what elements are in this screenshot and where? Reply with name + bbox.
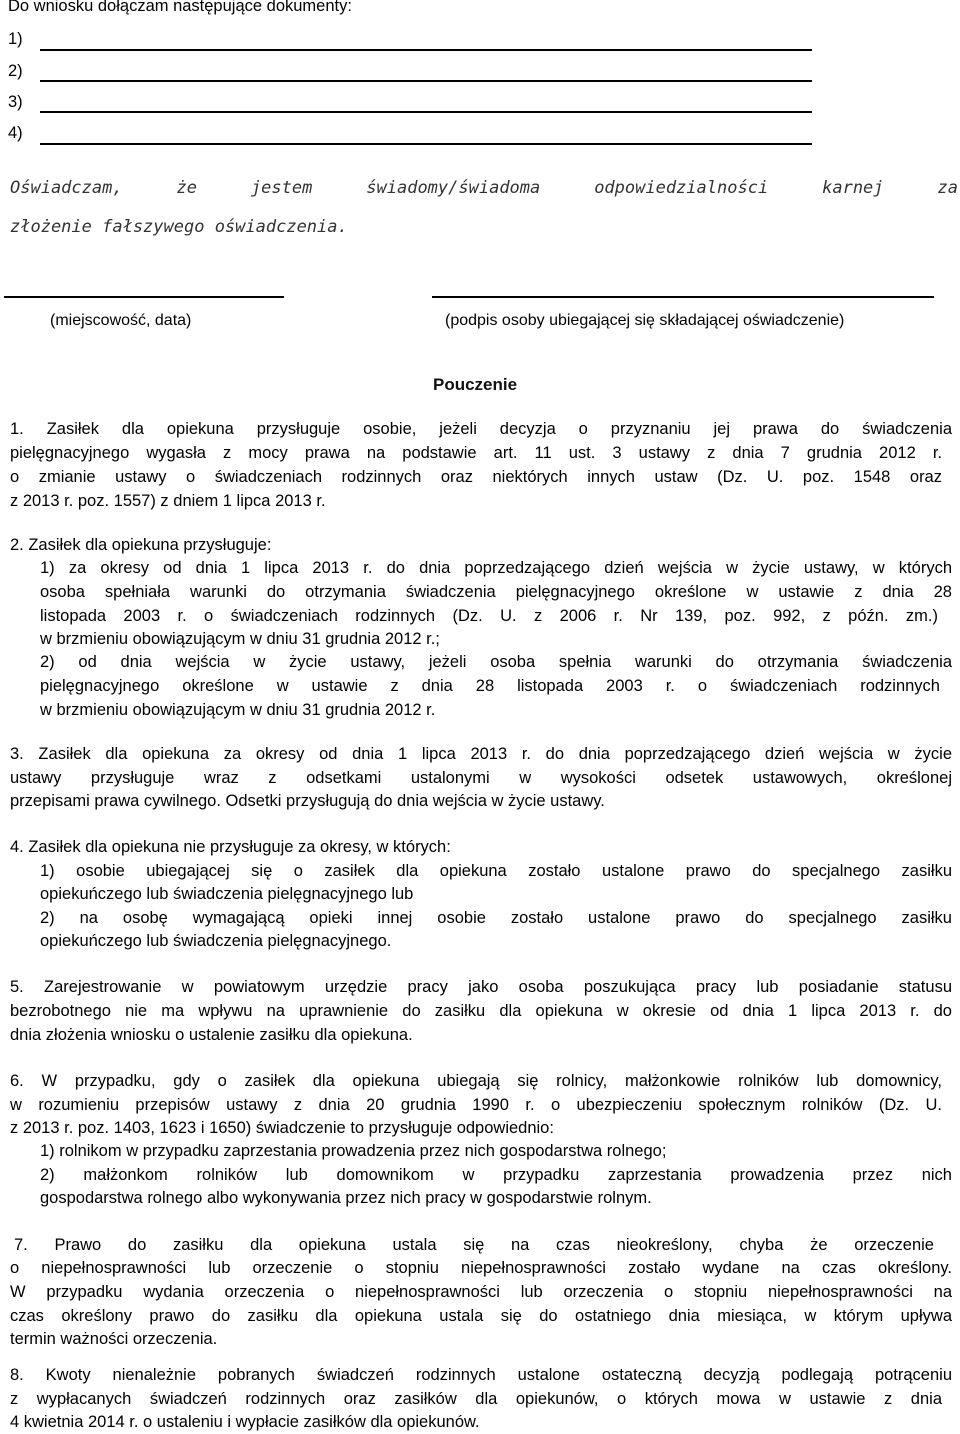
attachment-number-1: 1) bbox=[8, 30, 23, 48]
statement-word: jestem bbox=[250, 178, 313, 198]
instruction-title: Pouczenie bbox=[433, 375, 518, 394]
p5-line-3: dnia złożenia wniosku o ustalenie zasiłku dla opiekuna. bbox=[10, 1026, 413, 1044]
p5-line-2: bezrobotnego nie ma wpływu na uprawnienie do zasiłku dla opiekuna w okresie od dnia 1 lipca 2013 r. do bbox=[10, 1002, 952, 1020]
p6-line-5: 2) małżonkom rolników lub domownikom w przypadku zaprzestania prowadzenia przez nich bbox=[40, 1166, 952, 1184]
p7-line-3: W przypadku wydania orzeczenia o niepełnosprawności lub orzeczenia o stopniu niepełnosprawności na bbox=[10, 1283, 952, 1301]
place-date-label: (miejscowość, data) bbox=[50, 312, 192, 329]
p6-line-4: 1) rolnikom w przypadku zaprzestania prowadzenia przez nich gospodarstwa rolnego; bbox=[40, 1142, 667, 1160]
p8-line-3: 4 kwietnia 2014 r. o ustaleniu i wypłacie zasiłków dla opiekunów. bbox=[10, 1413, 480, 1431]
p2-line-7: pielęgnacyjnego określone w ustawie z dnia 28 listopada 2003 r. o świadczeniach rodzinnych bbox=[40, 677, 940, 695]
p7-line-4: czas określony prawo do zasiłku dla opiekuna ustala się do ostatniego dnia miesiąca, w którym upływa bbox=[10, 1307, 952, 1325]
p6-line-3: z 2013 r. poz. 1403, 1623 i 1650) świadczenie to przysługuje odpowiednio: bbox=[10, 1119, 554, 1137]
p1-line-1: 1. Zasiłek dla opiekuna przysługuje osobie, jeżeli decyzja o przyznaniu jej prawa do świadczenia bbox=[10, 420, 952, 438]
p2-line-4: listopada 2003 r. o świadczeniach rodzinnych (Dz. U. z 2006 r. Nr 139, poz. 992, z późn. zm.) bbox=[40, 607, 938, 625]
p3-line-3: przepisami prawa cywilnego. Odsetki przysługują do dnia wejścia w życie ustawy. bbox=[10, 792, 605, 810]
p7-line-5: termin ważności orzeczenia. bbox=[10, 1330, 218, 1348]
statement-word: Oświadczam, bbox=[10, 178, 123, 198]
p1-line-2: pielęgnacyjnego wygasła z mocy prawa na podstawie art. 11 ust. 3 ustawy z dnia 7 grudnia 2012 r. bbox=[10, 444, 942, 462]
p4-line-2: 1) osobie ubiegającej się o zasiłek dla opiekuna zostało ustalone prawo do specjalnego zasiłku bbox=[40, 862, 952, 880]
attachment-line-1[interactable] bbox=[40, 49, 812, 51]
p4-line-3: opiekuńczego lub świadczenia pielęgnacyjnego lub bbox=[40, 885, 414, 903]
statement-word: karnej bbox=[822, 178, 884, 198]
p2-line-3: osoba spełniała warunki do otrzymania świadczenia pielęgnacyjnego określone w ustawie z dnia 28 bbox=[40, 583, 952, 601]
signature-line[interactable] bbox=[432, 296, 934, 298]
p6-line-1: 6. W przypadku, gdy o zasiłek dla opiekuna ubiegają się rolnicy, małżonkowie rolników lub domownicy, bbox=[10, 1072, 942, 1090]
p1-line-4: z 2013 r. poz. 1557) z dniem 1 lipca 2013 r. bbox=[10, 492, 326, 510]
attachment-line-4[interactable] bbox=[40, 143, 812, 145]
p4-line-4: 2) na osobę wymagającą opieki innej osobie zostało ustalone prawo do specjalnego zasiłku bbox=[40, 909, 952, 927]
p4-line-1: 4. Zasiłek dla opiekuna nie przysługuje za okresy, w których: bbox=[10, 838, 451, 856]
p8-line-1: 8. Kwoty nienależnie pobranych świadczeń rodzinnych ustalone ostateczną decyzją podlegają potrąceniu bbox=[10, 1366, 952, 1384]
attachment-line-3[interactable] bbox=[40, 111, 812, 113]
p1-line-3: o zmianie ustawy o świadczeniach rodzinnych oraz niektórych innych ustaw (Dz. U. poz. 1548 oraz bbox=[10, 468, 942, 486]
p6-line-2: w rozumieniu przepisów ustawy z dnia 20 grudnia 1990 r. o ubezpieczeniu społecznym rolników (Dz. U. bbox=[10, 1096, 942, 1114]
p8-line-2: z wypłacanych świadczeń rodzinnych oraz zasiłków dla opiekunów, o których mowa w ustawie z dnia bbox=[10, 1390, 942, 1408]
statement-word: odpowiedzialności bbox=[594, 178, 769, 198]
p7-line-2: o niepełnosprawności lub orzeczenie o stopniu niepełnosprawności zostało wydane na czas określony. bbox=[10, 1259, 952, 1277]
p3-line-1: 3. Zasiłek dla opiekuna za okresy od dnia 1 lipca 2013 r. do dnia poprzedzającego dzień wejścia w życie bbox=[10, 745, 952, 763]
attachments-heading: Do wniosku dołączam następujące dokumenty: bbox=[8, 0, 352, 15]
p2-line-1: 2. Zasiłek dla opiekuna przysługuje: bbox=[10, 536, 272, 554]
p2-line-5: w brzmieniu obowiązującym w dniu 31 grudnia 2012 r.; bbox=[40, 630, 440, 648]
p2-line-8: w brzmieniu obowiązującym w dniu 31 grudnia 2012 r. bbox=[40, 701, 436, 719]
statement-line-1 bbox=[10, 178, 958, 198]
statement-word: za bbox=[937, 178, 958, 198]
p6-line-6: gospodarstwa rolnego albo wykonywania przez nich pracy w gospodarstwie rolnym. bbox=[40, 1189, 652, 1207]
attachment-number-3: 3) bbox=[8, 93, 23, 111]
statement-line-2: złożenie fałszywego oświadczenia. bbox=[10, 217, 348, 237]
attachment-number-4: 4) bbox=[8, 124, 23, 142]
signature-label: (podpis osoby ubiegającej się składającej oświadczenie) bbox=[445, 312, 845, 329]
p2-line-6: 2) od dnia wejścia w życie ustawy, jeżeli osoba spełnia warunki do otrzymania świadczenia bbox=[40, 653, 952, 671]
attachment-line-2[interactable] bbox=[40, 80, 812, 82]
place-date-line[interactable] bbox=[4, 296, 284, 298]
statement-word: świadomy/świadoma bbox=[366, 178, 541, 198]
p3-line-2: ustawy przysługuje wraz z odsetkami ustalonymi w wysokości odsetek ustawowych, określonej bbox=[10, 769, 952, 787]
p4-line-5: opiekuńczego lub świadczenia pielęgnacyjnego. bbox=[40, 932, 392, 950]
attachment-number-2: 2) bbox=[8, 62, 23, 80]
statement-word: że bbox=[176, 178, 197, 198]
p5-line-1: 5. Zarejestrowanie w powiatowym urzędzie pracy jako osoba poszukująca pracy lub posiadanie statusu bbox=[10, 978, 952, 996]
p2-line-2: 1) za okresy od dnia 1 lipca 2013 r. do dnia poprzedzającego dzień wejścia w życie ustawy, w których bbox=[40, 559, 952, 577]
p7-line-1: 7. Prawo do zasiłku dla opiekuna ustala się na czas nieokreślony, chyba że orzeczenie bbox=[14, 1236, 934, 1254]
